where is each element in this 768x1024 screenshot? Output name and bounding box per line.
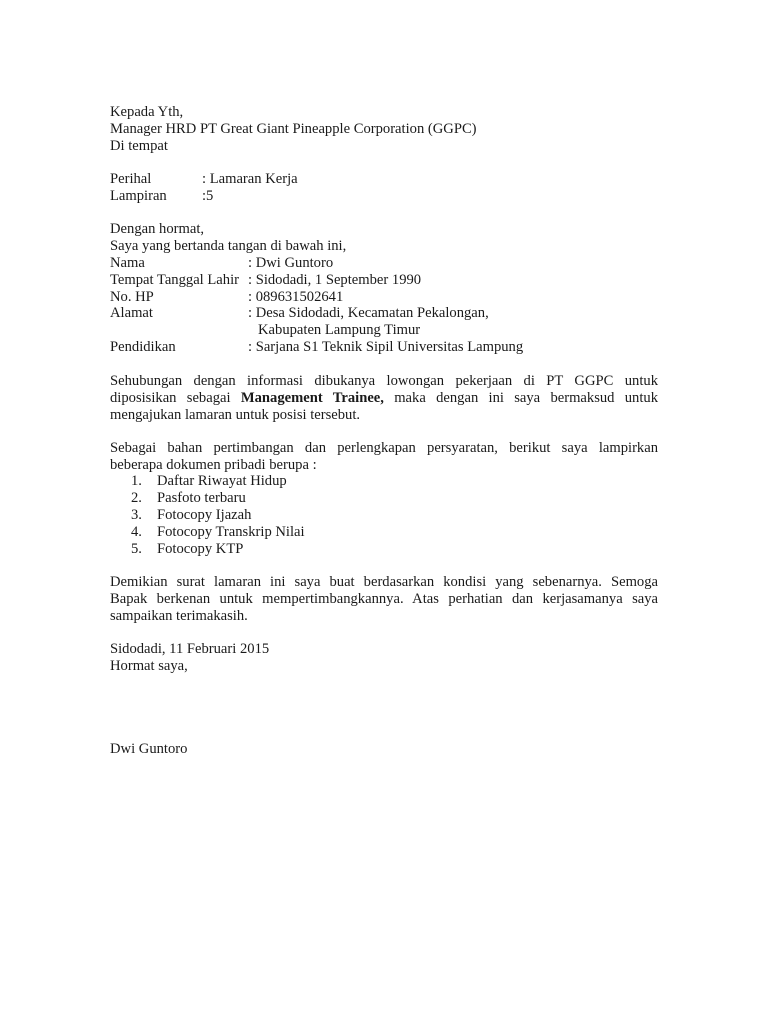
recipient-line-3: Di tempat	[110, 138, 168, 154]
pendidikan-value: : Sarjana S1 Teknik Sipil Universitas Lampung	[248, 339, 524, 355]
list-item: Pasfoto terbaru	[157, 490, 246, 506]
list-item: Fotocopy Transkrip Nilai	[157, 524, 305, 540]
para1-line-2-post: maka dengan ini saya bermaksud untuk	[383, 390, 659, 406]
alamat-value-line-1: : Desa Sidodadi, Kecamatan Pekalongan,	[248, 305, 489, 321]
place-date: Sidodadi, 11 Februari 2015	[110, 641, 270, 657]
greeting: Dengan hormat,	[110, 221, 205, 237]
perihal-value: : Lamaran Kerja	[202, 171, 298, 187]
recipient-line-1: Kepada Yth,	[110, 104, 184, 120]
position-title: Management Trainee,	[240, 390, 384, 406]
lampiran-value: :5	[202, 188, 214, 204]
para1-line-1: Sehubungan dengan informasi dibukanya lowongan pekerjaan di PT GGPC untuk	[110, 373, 658, 389]
signature-name: Dwi Guntoro	[110, 741, 188, 757]
nama-label: Nama	[110, 255, 145, 271]
list-item-number: 5.	[131, 541, 142, 557]
para1-line-2	[110, 390, 658, 407]
ttl-label: Tempat Tanggal Lahir	[110, 272, 239, 288]
alamat-label: Alamat	[110, 305, 153, 321]
hp-value: : 089631502641	[248, 289, 344, 305]
perihal-label: Perihal	[110, 171, 152, 187]
list-item: Daftar Riwayat Hidup	[157, 473, 287, 489]
alamat-value-line-2: Kabupaten Lampung Timur	[258, 322, 421, 338]
intro-line: Saya yang bertanda tangan di bawah ini,	[110, 238, 347, 254]
para1-line-3: mengajukan lamaran untuk posisi tersebut.	[110, 407, 361, 423]
para3-line-3: sampaikan terimakasih.	[110, 608, 248, 624]
list-item-number: 3.	[131, 507, 142, 523]
list-item-number: 2.	[131, 490, 142, 506]
list-item: Fotocopy KTP	[157, 541, 244, 557]
list-item-number: 4.	[131, 524, 142, 540]
list-item-number: 1.	[131, 473, 142, 489]
lampiran-label: Lampiran	[110, 188, 167, 204]
para3-line-2: Bapak berkenan untuk mempertimbangkannya. Atas perhatian dan kerjasamanya saya	[110, 591, 658, 607]
ttl-value: : Sidodadi, 1 September 1990	[248, 272, 422, 288]
closing-salutation: Hormat saya,	[110, 658, 188, 674]
para2-line-1: Sebagai bahan pertimbangan dan perlengkapan persyaratan, berikut saya lampirkan	[110, 440, 658, 456]
list-item: Fotocopy Ijazah	[157, 507, 252, 523]
para3-line-1: Demikian surat lamaran ini saya buat berdasarkan kondisi yang sebenarnya. Semoga	[110, 574, 658, 590]
pendidikan-label: Pendidikan	[110, 339, 176, 355]
recipient-line-2: Manager HRD PT Great Giant Pineapple Corporation (GGPC)	[110, 121, 477, 137]
nama-value: : Dwi Guntoro	[248, 255, 334, 271]
para1-line-2-pre: diposisikan sebagai	[110, 390, 241, 406]
para2-line-2: beberapa dokumen pribadi berupa :	[110, 457, 317, 473]
hp-label: No. HP	[110, 289, 154, 305]
